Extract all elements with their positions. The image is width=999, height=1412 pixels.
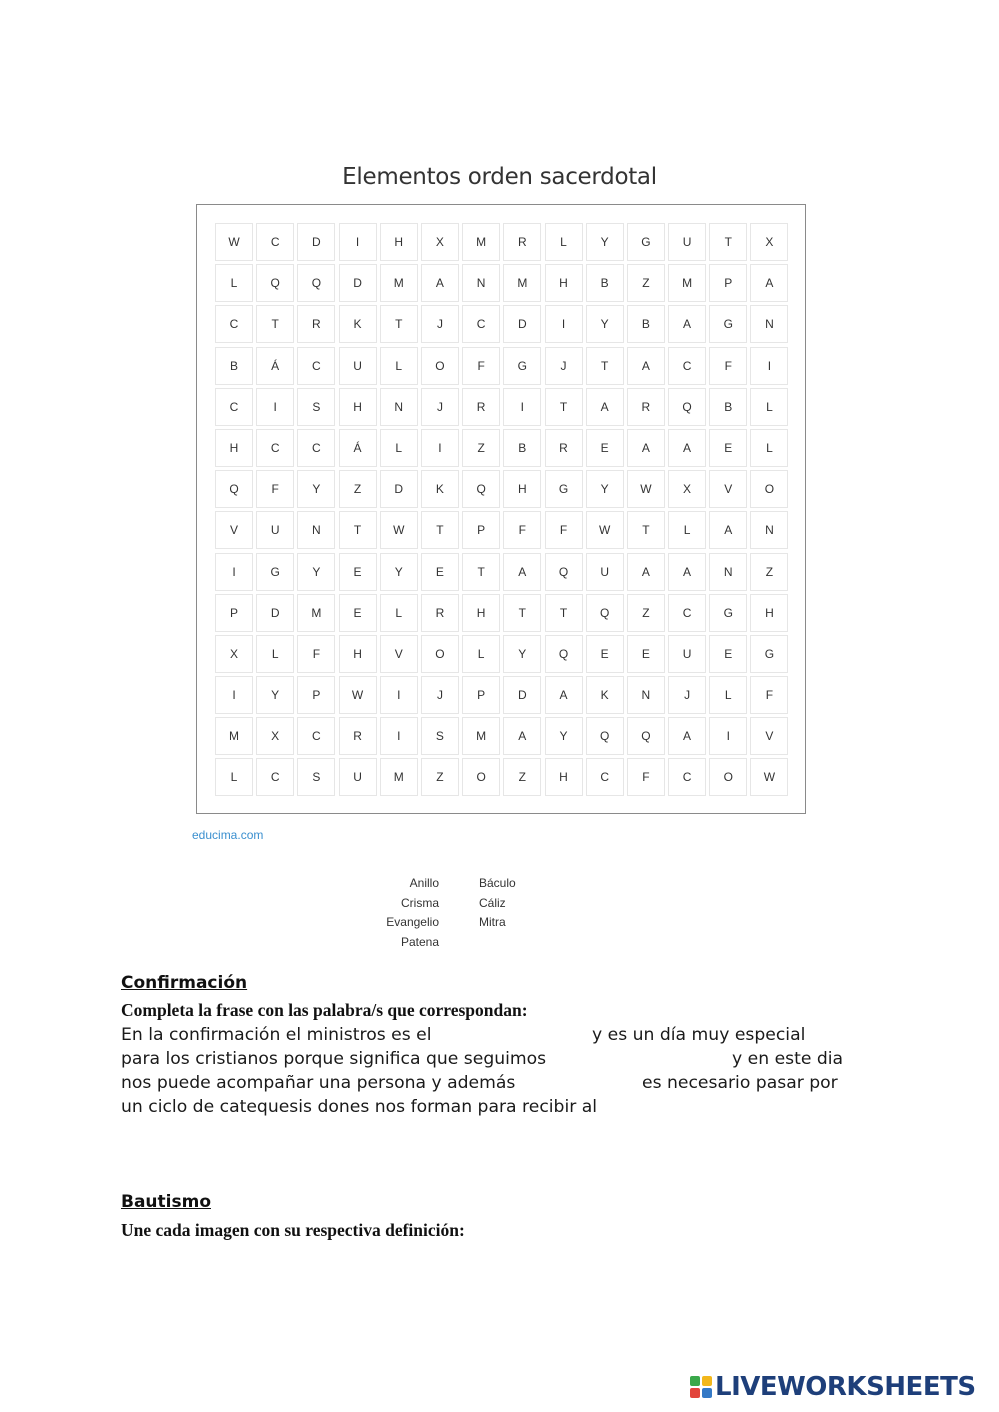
grid-cell[interactable]: T xyxy=(709,223,747,261)
grid-cell[interactable]: J xyxy=(421,676,459,714)
grid-cell[interactable]: Z xyxy=(421,758,459,796)
liveworksheets-logo xyxy=(690,1372,976,1402)
grid-cell[interactable]: E xyxy=(339,553,377,591)
grid-cell[interactable]: A xyxy=(709,511,747,549)
grid-cell[interactable]: O xyxy=(421,347,459,385)
grid-cell[interactable]: G xyxy=(545,470,583,508)
grid-cell[interactable]: C xyxy=(668,758,706,796)
grid-cell[interactable]: O xyxy=(421,635,459,673)
grid-cell[interactable]: H xyxy=(545,264,583,302)
grid-cell[interactable]: H xyxy=(339,388,377,426)
grid-cell[interactable]: M xyxy=(380,758,418,796)
grid-cell[interactable]: L xyxy=(668,511,706,549)
grid-cell[interactable]: G xyxy=(627,223,665,261)
sentence-text: En la confirmación el ministros es el xyxy=(121,1025,432,1045)
grid-cell[interactable]: R xyxy=(462,388,500,426)
grid-cell[interactable]: P xyxy=(297,676,335,714)
word-list-item: Crisma xyxy=(401,895,439,910)
grid-cell[interactable]: I xyxy=(380,676,418,714)
grid-cell[interactable]: A xyxy=(627,347,665,385)
grid-cell[interactable]: F xyxy=(545,511,583,549)
logo-square xyxy=(690,1376,700,1386)
grid-cell[interactable]: I xyxy=(421,429,459,467)
grid-cell[interactable]: T xyxy=(586,347,624,385)
grid-cell[interactable]: Q xyxy=(256,264,294,302)
grid-cell[interactable]: A xyxy=(586,388,624,426)
word-list-item: Evangelio xyxy=(386,915,439,929)
grid-cell[interactable]: R xyxy=(503,223,541,261)
grid-cell[interactable]: Y xyxy=(380,553,418,591)
sentence-text: y en este dia xyxy=(732,1049,844,1069)
grid-cell[interactable]: P xyxy=(215,594,253,632)
grid-cell[interactable]: C xyxy=(462,305,500,343)
grid-cell[interactable]: L xyxy=(380,594,418,632)
grid-cell[interactable]: T xyxy=(421,511,459,549)
grid-cell[interactable]: C xyxy=(586,758,624,796)
grid-cell[interactable]: E xyxy=(709,429,747,467)
word-list-item: Mitra xyxy=(479,915,506,929)
grid-cell[interactable]: L xyxy=(215,264,253,302)
grid-cell[interactable]: V xyxy=(750,717,788,755)
confirmacion-heading: Confirmación xyxy=(121,973,248,993)
grid-cell[interactable]: C xyxy=(256,223,294,261)
grid-cell[interactable]: C xyxy=(668,594,706,632)
sentence-line xyxy=(121,1071,881,1095)
grid-cell[interactable]: M xyxy=(215,717,253,755)
grid-cell[interactable]: C xyxy=(215,388,253,426)
grid-cell[interactable]: L xyxy=(462,635,500,673)
grid-cell[interactable]: N xyxy=(709,553,747,591)
grid-cell[interactable]: C xyxy=(668,347,706,385)
grid-cell[interactable]: U xyxy=(586,553,624,591)
grid-cell[interactable]: A xyxy=(545,676,583,714)
grid-cell[interactable]: Á xyxy=(339,429,377,467)
grid-cell[interactable]: B xyxy=(215,347,253,385)
answer-blank-4[interactable] xyxy=(666,1095,826,1119)
answer-blank-2[interactable] xyxy=(609,1047,729,1071)
wordsearch-grid xyxy=(215,223,788,796)
logo-square xyxy=(702,1388,712,1398)
wordsearch-title: Elementos orden sacerdotal xyxy=(342,164,657,190)
grid-cell[interactable]: F xyxy=(256,470,294,508)
grid-cell[interactable]: L xyxy=(256,635,294,673)
grid-cell[interactable]: B xyxy=(503,429,541,467)
grid-cell[interactable]: T xyxy=(462,553,500,591)
logo-square xyxy=(690,1388,700,1398)
grid-cell[interactable]: X xyxy=(421,223,459,261)
grid-cell[interactable]: A xyxy=(668,305,706,343)
grid-cell[interactable]: L xyxy=(750,429,788,467)
grid-cell[interactable]: B xyxy=(586,264,624,302)
grid-cell[interactable]: O xyxy=(462,758,500,796)
grid-cell[interactable]: Q xyxy=(586,594,624,632)
grid-cell[interactable]: I xyxy=(709,717,747,755)
grid-cell[interactable]: N xyxy=(750,305,788,343)
grid-cell[interactable]: C xyxy=(215,305,253,343)
logo-text: LIVEWORKSHEETS xyxy=(715,1372,976,1402)
grid-cell[interactable]: F xyxy=(462,347,500,385)
grid-cell[interactable]: D xyxy=(503,676,541,714)
word-list-item: Anillo xyxy=(409,876,439,890)
grid-cell[interactable]: Z xyxy=(750,553,788,591)
grid-cell[interactable]: F xyxy=(503,511,541,549)
grid-cell[interactable]: E xyxy=(586,635,624,673)
grid-cell[interactable]: Z xyxy=(339,470,377,508)
sentence-line xyxy=(121,1023,881,1047)
grid-cell[interactable]: W xyxy=(339,676,377,714)
grid-cell[interactable]: R xyxy=(545,429,583,467)
grid-cell[interactable]: J xyxy=(545,347,583,385)
liveworksheets-logo-icon xyxy=(690,1376,712,1398)
wordsearch-frame xyxy=(196,204,806,814)
grid-cell[interactable]: H xyxy=(380,223,418,261)
grid-cell[interactable]: G xyxy=(750,635,788,673)
grid-cell[interactable]: U xyxy=(339,347,377,385)
grid-cell[interactable]: D xyxy=(297,223,335,261)
grid-cell[interactable]: X xyxy=(750,223,788,261)
grid-cell[interactable]: C xyxy=(297,429,335,467)
grid-cell[interactable]: J xyxy=(421,388,459,426)
sentence-text: un ciclo de catequesis dones nos forman para recibir al xyxy=(121,1097,598,1117)
sentence-text: y es un día muy especial xyxy=(592,1025,806,1045)
grid-cell[interactable]: A xyxy=(503,553,541,591)
grid-cell[interactable]: Y xyxy=(586,305,624,343)
grid-cell[interactable]: T xyxy=(545,594,583,632)
grid-cell[interactable]: E xyxy=(339,594,377,632)
grid-cell[interactable]: B xyxy=(627,305,665,343)
grid-cell[interactable]: E xyxy=(627,635,665,673)
grid-cell[interactable]: N xyxy=(380,388,418,426)
grid-cell[interactable]: S xyxy=(297,758,335,796)
grid-cell[interactable]: T xyxy=(339,511,377,549)
grid-cell[interactable]: H xyxy=(545,758,583,796)
grid-cell[interactable]: Z xyxy=(627,594,665,632)
grid-cell[interactable]: V xyxy=(380,635,418,673)
logo-square xyxy=(702,1376,712,1386)
grid-cell[interactable]: M xyxy=(380,264,418,302)
grid-cell[interactable]: A xyxy=(627,429,665,467)
grid-cell[interactable]: Q xyxy=(462,470,500,508)
grid-cell[interactable]: U xyxy=(339,758,377,796)
grid-cell[interactable]: S xyxy=(421,717,459,755)
grid-cell[interactable]: U xyxy=(668,635,706,673)
grid-cell[interactable]: V xyxy=(709,470,747,508)
grid-cell[interactable]: M xyxy=(297,594,335,632)
grid-cell[interactable]: I xyxy=(339,223,377,261)
sentence-line xyxy=(121,1047,881,1071)
sentence-text: es necesario pasar por xyxy=(642,1073,838,1093)
grid-cell[interactable]: A xyxy=(750,264,788,302)
grid-cell[interactable]: M xyxy=(462,717,500,755)
grid-cell[interactable]: W xyxy=(627,470,665,508)
sentence-line xyxy=(121,1095,881,1119)
grid-cell[interactable]: E xyxy=(586,429,624,467)
grid-cell[interactable]: P xyxy=(462,676,500,714)
grid-cell[interactable]: D xyxy=(380,470,418,508)
grid-cell[interactable]: T xyxy=(503,594,541,632)
grid-cell[interactable]: I xyxy=(215,676,253,714)
bautismo-heading: Bautismo xyxy=(121,1192,211,1212)
grid-cell[interactable]: E xyxy=(421,553,459,591)
grid-cell[interactable]: Q xyxy=(545,553,583,591)
grid-cell[interactable]: A xyxy=(421,264,459,302)
grid-cell[interactable]: Y xyxy=(586,470,624,508)
confirmacion-paragraph xyxy=(121,1023,881,1119)
grid-cell[interactable]: G xyxy=(709,305,747,343)
grid-cell[interactable]: Q xyxy=(668,388,706,426)
grid-cell[interactable]: O xyxy=(750,470,788,508)
grid-cell[interactable]: L xyxy=(380,347,418,385)
grid-cell[interactable]: X xyxy=(668,470,706,508)
grid-cell[interactable]: H xyxy=(215,429,253,467)
grid-cell[interactable]: S xyxy=(297,388,335,426)
sentence-text: nos puede acompañar una persona y además xyxy=(121,1073,516,1093)
grid-cell[interactable]: C xyxy=(256,429,294,467)
grid-cell[interactable]: D xyxy=(256,594,294,632)
grid-cell[interactable]: H xyxy=(339,635,377,673)
grid-cell[interactable]: N xyxy=(750,511,788,549)
bautismo-instruction: Une cada imagen con su respectiva definición: xyxy=(121,1220,465,1240)
grid-cell[interactable]: K xyxy=(339,305,377,343)
grid-cell[interactable]: E xyxy=(709,635,747,673)
grid-cell[interactable]: G xyxy=(256,553,294,591)
word-list-right xyxy=(479,874,599,933)
word-list-item: Patena xyxy=(400,934,439,949)
word-list-left xyxy=(360,874,439,952)
grid-cell[interactable]: T xyxy=(545,388,583,426)
grid-cell[interactable]: W xyxy=(380,511,418,549)
grid-cell[interactable]: G xyxy=(503,347,541,385)
source-credit: educima.com xyxy=(192,828,264,842)
grid-cell[interactable]: N xyxy=(462,264,500,302)
grid-cell[interactable]: D xyxy=(503,305,541,343)
grid-cell[interactable]: Q xyxy=(215,470,253,508)
grid-cell[interactable]: Z xyxy=(462,429,500,467)
grid-cell[interactable]: Y xyxy=(256,676,294,714)
grid-cell[interactable]: M xyxy=(503,264,541,302)
grid-cell[interactable]: I xyxy=(380,717,418,755)
grid-cell[interactable]: L xyxy=(750,388,788,426)
grid-cell[interactable]: I xyxy=(215,553,253,591)
grid-cell[interactable]: Z xyxy=(503,758,541,796)
grid-cell[interactable]: Y xyxy=(297,470,335,508)
grid-cell[interactable]: B xyxy=(709,388,747,426)
word-list-item: Báculo xyxy=(479,876,516,890)
answer-blank-1[interactable] xyxy=(473,1023,588,1047)
grid-cell[interactable]: V xyxy=(215,511,253,549)
grid-cell[interactable]: T xyxy=(380,305,418,343)
grid-cell[interactable]: A xyxy=(668,553,706,591)
grid-cell[interactable]: J xyxy=(668,676,706,714)
grid-cell[interactable]: R xyxy=(297,305,335,343)
grid-cell[interactable]: L xyxy=(709,676,747,714)
grid-cell[interactable]: C xyxy=(297,347,335,385)
grid-cell[interactable]: R xyxy=(421,594,459,632)
grid-cell[interactable]: A xyxy=(627,553,665,591)
grid-cell[interactable]: W xyxy=(586,511,624,549)
grid-cell[interactable]: M xyxy=(462,223,500,261)
grid-cell[interactable]: C xyxy=(297,717,335,755)
grid-cell[interactable]: Y xyxy=(297,553,335,591)
grid-cell[interactable]: L xyxy=(215,758,253,796)
grid-cell[interactable]: I xyxy=(545,305,583,343)
grid-cell[interactable]: X xyxy=(215,635,253,673)
grid-cell[interactable]: U xyxy=(668,223,706,261)
grid-cell[interactable]: K xyxy=(421,470,459,508)
grid-cell[interactable]: I xyxy=(750,347,788,385)
grid-cell[interactable]: P xyxy=(709,264,747,302)
grid-cell[interactable]: I xyxy=(256,388,294,426)
grid-cell[interactable]: H xyxy=(750,594,788,632)
grid-cell[interactable]: I xyxy=(503,388,541,426)
grid-cell[interactable]: J xyxy=(421,305,459,343)
answer-blank-3[interactable] xyxy=(571,1071,641,1095)
grid-cell[interactable]: A xyxy=(668,717,706,755)
grid-cell[interactable]: H xyxy=(462,594,500,632)
grid-cell[interactable]: Q xyxy=(586,717,624,755)
grid-cell[interactable]: O xyxy=(709,758,747,796)
grid-cell[interactable]: D xyxy=(339,264,377,302)
grid-cell[interactable]: A xyxy=(668,429,706,467)
grid-cell[interactable]: Y xyxy=(545,717,583,755)
grid-cell[interactable]: R xyxy=(627,388,665,426)
grid-cell[interactable]: X xyxy=(256,717,294,755)
grid-cell[interactable]: T xyxy=(256,305,294,343)
grid-cell[interactable]: F xyxy=(709,347,747,385)
grid-cell[interactable]: L xyxy=(380,429,418,467)
grid-cell[interactable]: Q xyxy=(545,635,583,673)
grid-cell[interactable]: Q xyxy=(297,264,335,302)
grid-cell[interactable]: H xyxy=(503,470,541,508)
grid-cell[interactable]: L xyxy=(545,223,583,261)
confirmacion-instruction: Completa la frase con las palabra/s que correspondan: xyxy=(121,1000,528,1020)
grid-cell[interactable]: C xyxy=(256,758,294,796)
grid-cell[interactable]: P xyxy=(462,511,500,549)
word-list-item: Cáliz xyxy=(479,895,506,910)
grid-cell[interactable]: T xyxy=(627,511,665,549)
grid-cell[interactable]: A xyxy=(503,717,541,755)
grid-cell[interactable]: W xyxy=(215,223,253,261)
grid-cell[interactable]: M xyxy=(668,264,706,302)
grid-cell[interactable]: F xyxy=(627,758,665,796)
grid-cell[interactable]: F xyxy=(297,635,335,673)
grid-cell[interactable]: N xyxy=(297,511,335,549)
grid-cell[interactable]: Q xyxy=(627,717,665,755)
grid-cell[interactable]: K xyxy=(586,676,624,714)
grid-cell[interactable]: Y xyxy=(586,223,624,261)
grid-cell[interactable]: Y xyxy=(503,635,541,673)
sentence-text: para los cristianos porque significa que seguimos xyxy=(121,1049,547,1069)
grid-cell[interactable]: Á xyxy=(256,347,294,385)
grid-cell[interactable]: W xyxy=(750,758,788,796)
grid-cell[interactable]: F xyxy=(750,676,788,714)
grid-cell[interactable]: G xyxy=(709,594,747,632)
grid-cell[interactable]: R xyxy=(339,717,377,755)
grid-cell[interactable]: Z xyxy=(627,264,665,302)
grid-cell[interactable]: U xyxy=(256,511,294,549)
grid-cell[interactable]: N xyxy=(627,676,665,714)
